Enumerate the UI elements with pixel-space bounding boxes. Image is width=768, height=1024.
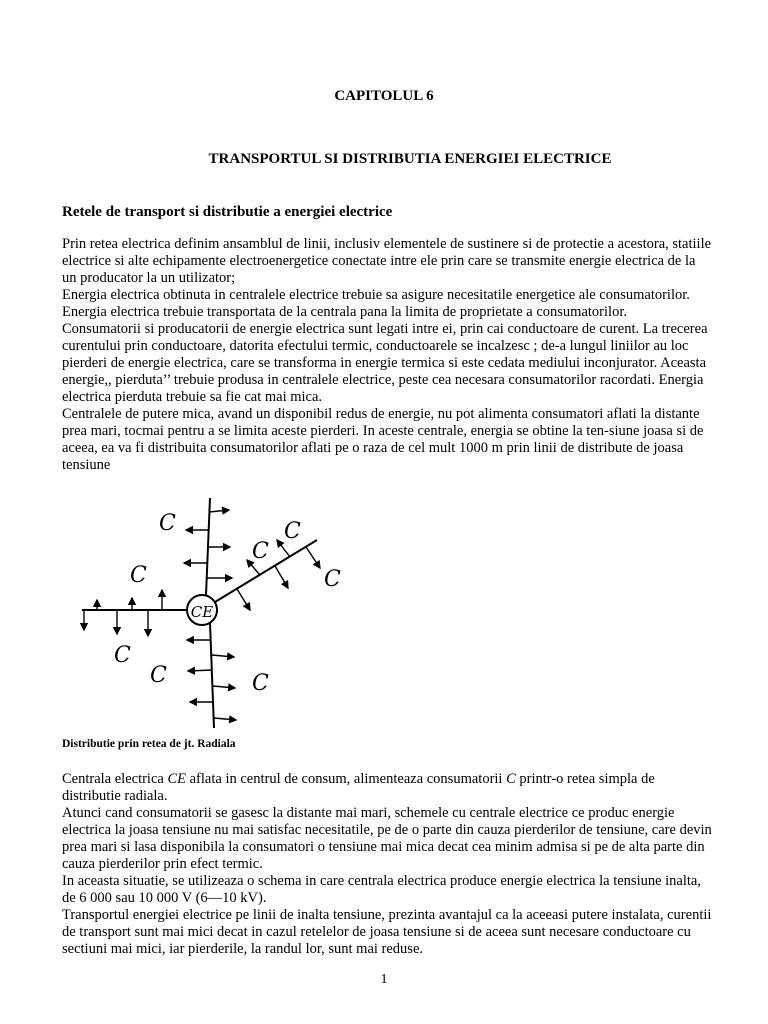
paragraph: Centralele de putere mica, avand un disponibil redus de energie, nu pot alimenta consumatori aflati la distante prea mari, tocmai pentru a se limita aceste pierderi. In aceste centrale, energia se obtine la ten-siune joasa si de aceea, ea va fi distribuita consumatorilor aflati pe o raza de cel mult 1000 m prin linii de distribute de joasa tensiune <box>62 406 704 473</box>
chapter-heading: CAPITOLUL 6 <box>334 88 434 104</box>
central-station-label: CE <box>190 603 214 621</box>
consumer-label: C <box>252 539 269 564</box>
page-number: 1 <box>380 972 388 987</box>
paragraph: Energia electrica obtinuta in centralele electrice trebuie sa asigure necesitatile energetice ale consumatorilor. Energia electrica trebuie transportata de la centrala pana la limita de proprietate a consumatorilor. <box>62 287 690 320</box>
paragraph: Transportul energiei electrice pe linii de inalta tensiune, prezinta avantajul ca la aceeasi putere instalata, curentii de transport sunt mai mici decat in cazul retelelor de joasa tensiune si de aceea sunt necesare conductoare cu sectiuni mai mici, iar pierderile, la randul lor, sunt mai reduse. <box>62 907 712 957</box>
ce-term: CE <box>167 771 186 787</box>
paragraph: Centrala electrica CE aflata in centrul de consum, alimenteaza consumatorii C printr-o retea simpla de distributie radiala. <box>62 771 655 804</box>
chapter-title: TRANSPORTUL SI DISTRIBUTIA ENERGIEI ELECTRICE <box>208 151 612 167</box>
paragraph: Atunci cand consumatorii se gasesc la distante mai mari, schemele cu centrale electrice ce produc energie electrica la joasa tensiune nu mai satisfac necesitatile, pe de o parte din cauza pierderilor de tensiune, care devin prea mari si lasa disponibila la consumatori o tensiune mai mica decat cea minim admisa si pe de alta parte din cauza pierderilor prin efect termic. <box>62 805 712 872</box>
paragraph: In aceasta situatie, se utilizeaza o schema in care centrala electrica produce energie electrica la tensiune inalta, de 6 000 sau 10 000 V (6—10 kV). <box>62 873 701 906</box>
consumer-label: C <box>284 519 301 544</box>
consumer-label: C <box>150 663 167 688</box>
consumer-label: C <box>114 643 131 668</box>
consumer-label: C <box>130 563 147 588</box>
consumer-label: C <box>324 567 341 592</box>
section-heading: Retele de transport si distributie a energiei electrice <box>62 204 393 220</box>
intro-text <box>62 236 712 474</box>
consumer-labels <box>114 511 341 696</box>
c-term: C <box>506 771 516 787</box>
paragraph: Prin retea electrica definim ansamblul de linii, inclusiv elementele de sustinere si de protectie a acestora, statiile electrice si alte echipamente electroenergetice conectate intre ele prin care se transmite energie electrica de la un producator la un utilizator; <box>62 236 712 286</box>
consumer-label: C <box>252 671 269 696</box>
radial-distribution-diagram <box>62 490 392 730</box>
figure-caption: Distributie prin retea de jt. Radiala <box>62 738 236 750</box>
consumer-label: C <box>159 511 176 536</box>
paragraph: Consumatorii si producatorii de energie electrica sunt legati intre ei, prin cai conductoare de curent. La trecerea curentului prin conductoare, datorita efectului termic, conductoarele se incalzesc ; de-a lungul liniilor au loc pierderi de energie electrica, care se transforma in energie termica si este cedata mediului inconjurator. Aceasta energie,, pierduta’’ trebuie produsa in centralele electrice, peste cea necesara consumatorilor racordati. Energia electrica pierduta trebuie sa fie cat mai mica. <box>62 321 708 405</box>
body-text <box>62 771 712 958</box>
